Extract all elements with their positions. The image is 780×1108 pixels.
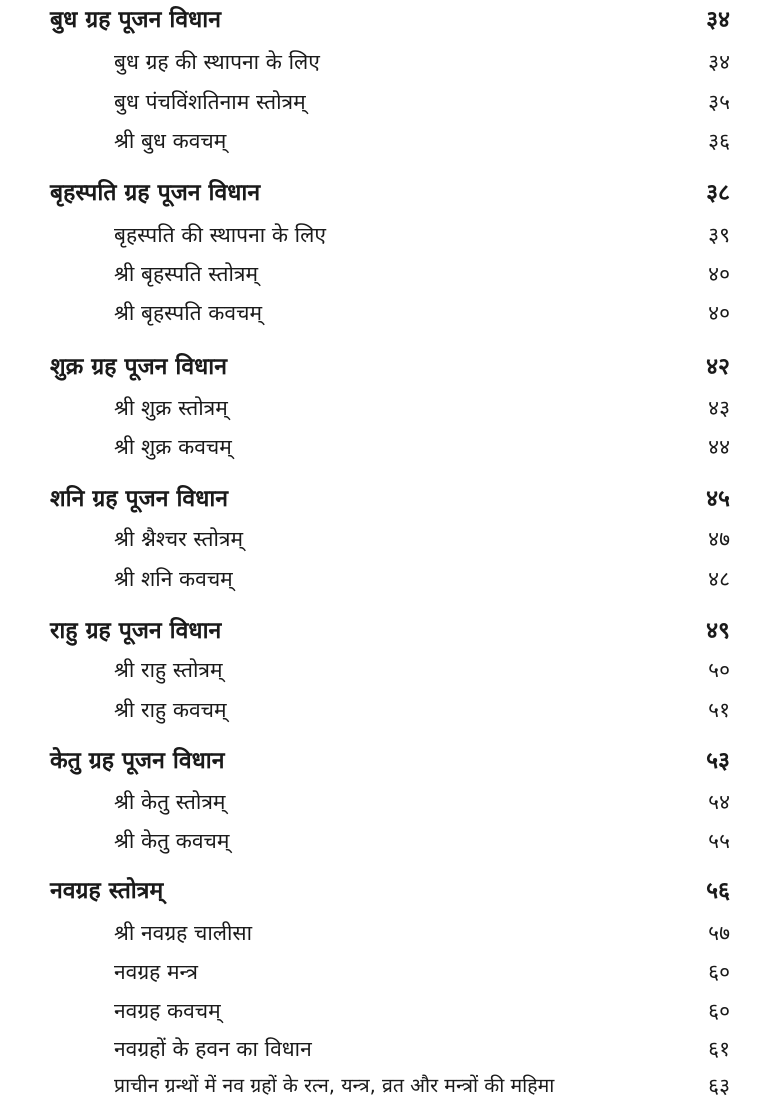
section-title: बृहस्पति ग्रह पूजन विधान <box>50 180 261 206</box>
section-page-number: ४५ <box>706 486 730 512</box>
section-title: शनि ग्रह पूजन विधान <box>50 486 229 512</box>
toc-entry <box>0 913 780 953</box>
toc-entry <box>0 121 780 161</box>
section-heading <box>0 173 780 213</box>
toc-entry <box>0 215 780 255</box>
entry-title: श्री राहु कवचम् <box>114 698 227 722</box>
entry-title: प्राचीन ग्रन्थों में नव ग्रहों के रत्न, यन्त्र, व्रत और मन्त्रों की महिमा <box>114 1074 555 1097</box>
section-heading <box>0 0 780 40</box>
entry-page-number: ३९ <box>708 223 730 247</box>
entry-title: बृहस्पति की स्थापना के लिए <box>114 223 326 247</box>
entry-page-number: ४४ <box>708 435 730 459</box>
entry-title: श्री शुक्र कवचम् <box>114 435 232 459</box>
entry-page-number: ५४ <box>708 790 730 814</box>
section-heading <box>0 611 780 651</box>
section-page-number: ३४ <box>706 7 730 33</box>
entry-title: श्री बृहस्पति कवचम् <box>114 301 263 325</box>
entry-title: श्री बृहस्पति स्तोत्रम् <box>114 262 259 286</box>
entry-title: बुध ग्रह की स्थापना के लिए <box>114 50 320 74</box>
section-heading <box>0 347 780 387</box>
toc-entry <box>0 42 780 82</box>
entry-title: नवग्रह मन्त्र <box>114 960 198 984</box>
entry-title: नवग्रह कवचम् <box>114 999 221 1023</box>
section-page-number: ४९ <box>706 618 730 644</box>
toc-entry <box>0 821 780 861</box>
section-page-number: ४२ <box>706 354 730 380</box>
toc-entry <box>0 650 780 690</box>
entry-title: श्री बुध कवचम् <box>114 129 227 153</box>
toc-entry <box>0 559 780 599</box>
entry-page-number: ५७ <box>708 921 730 945</box>
section-page-number: ५३ <box>706 748 730 774</box>
entry-page-number: ४८ <box>708 567 730 591</box>
toc-entry <box>0 1029 780 1069</box>
entry-page-number: ५१ <box>708 698 730 722</box>
entry-title: श्री शुक्र स्तोत्रम् <box>114 396 228 420</box>
section-heading <box>0 871 780 911</box>
entry-title: श्री नवग्रह चालीसा <box>114 921 253 945</box>
toc-entry <box>0 82 780 122</box>
toc-entry <box>0 952 780 992</box>
toc-entry <box>0 1066 780 1106</box>
section-page-number: ३८ <box>706 180 730 206</box>
toc-entry <box>0 427 780 467</box>
entry-page-number: ४० <box>708 262 730 286</box>
entry-page-number: ३४ <box>708 50 730 74</box>
entry-page-number: ३६ <box>708 129 730 153</box>
section-page-number: ५६ <box>706 878 730 904</box>
entry-page-number: ४७ <box>708 527 730 551</box>
section-heading <box>0 479 780 519</box>
entry-page-number: ४० <box>708 301 730 325</box>
entry-title: श्री राहु स्तोत्रम् <box>114 658 223 682</box>
entry-page-number: ५५ <box>708 829 730 853</box>
section-title: राहु ग्रह पूजन विधान <box>50 618 222 644</box>
toc-entry <box>0 782 780 822</box>
entry-page-number: ६० <box>708 999 730 1023</box>
entry-title: नवग्रहों के हवन का विधान <box>114 1037 312 1061</box>
entry-title: श्री केतु स्तोत्रम् <box>114 790 226 814</box>
toc-entry <box>0 293 780 333</box>
toc-entry <box>0 519 780 559</box>
toc-entry <box>0 991 780 1031</box>
entry-title: श्री केतु कवचम् <box>114 829 230 853</box>
section-title: केतु ग्रह पूजन विधान <box>50 748 225 774</box>
entry-title: बुध पंचविंशतिनाम स्तोत्रम् <box>114 90 306 114</box>
entry-page-number: ६० <box>708 960 730 984</box>
entry-page-number: ६१ <box>708 1037 730 1061</box>
entry-title: श्री शनि कवचम् <box>114 567 233 591</box>
toc-entry <box>0 388 780 428</box>
toc-entry <box>0 690 780 730</box>
entry-page-number: ३५ <box>708 90 730 114</box>
toc-entry <box>0 254 780 294</box>
entry-page-number: ५० <box>708 658 730 682</box>
entry-title: श्री श्नैश्चर स्तोत्रम् <box>114 527 244 551</box>
section-heading <box>0 741 780 781</box>
entry-page-number: ६३ <box>708 1074 730 1098</box>
section-title: शुक्र ग्रह पूजन विधान <box>50 354 228 380</box>
section-title: नवग्रह स्तोत्रम् <box>50 878 164 904</box>
section-title: बुध ग्रह पूजन विधान <box>50 7 221 33</box>
entry-page-number: ४३ <box>708 396 730 420</box>
